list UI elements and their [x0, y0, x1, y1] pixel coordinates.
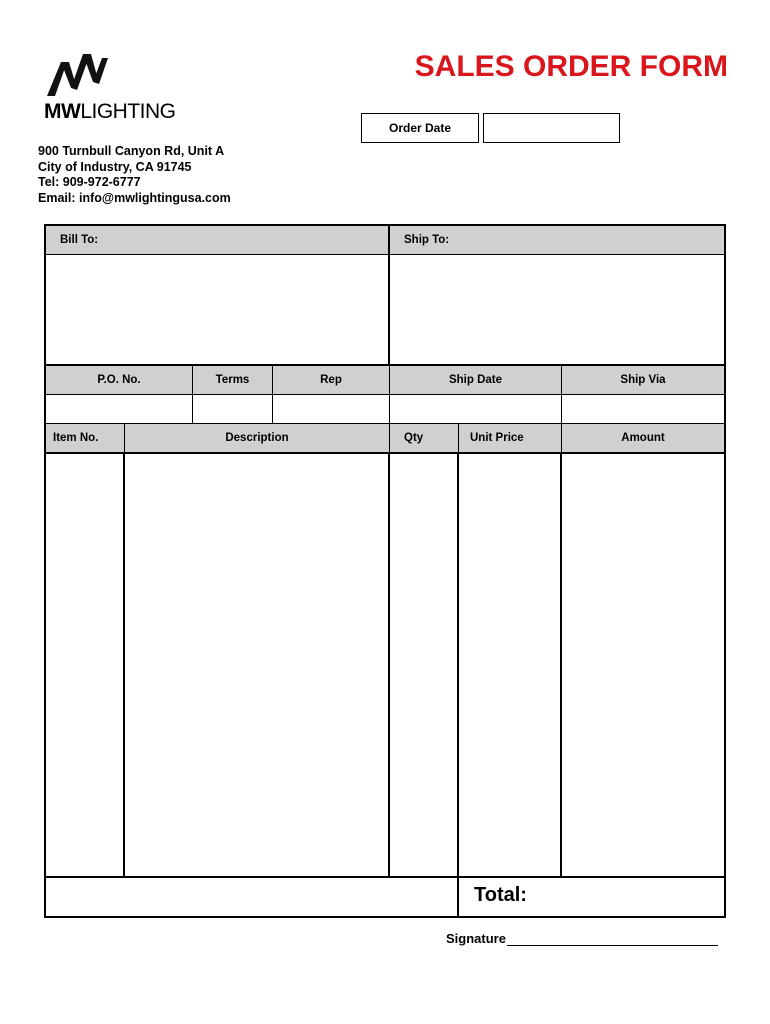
order-date-field[interactable]: [483, 113, 620, 143]
total-field[interactable]: [540, 878, 724, 916]
item-no-header: Item No.: [45, 423, 125, 453]
unit-price-header: Unit Price: [458, 423, 562, 453]
qty-header: Qty: [389, 423, 459, 453]
po-no-header: P.O. No.: [45, 365, 193, 395]
order-date-label: Order Date: [361, 113, 479, 143]
bill-to-header: Bill To:: [45, 225, 389, 255]
divider-line: [388, 452, 390, 877]
ship-date-field[interactable]: [389, 394, 562, 424]
divider-line: [560, 452, 562, 877]
company-address: [38, 144, 231, 206]
description-header: Description: [124, 423, 390, 453]
address-line-1: 900 Turnbull Canyon Rd, Unit A: [38, 144, 225, 158]
ship-to-header: Ship To:: [389, 225, 725, 255]
total-label: Total:: [474, 884, 527, 906]
ship-to-field[interactable]: [389, 254, 725, 365]
bill-to-field[interactable]: [45, 254, 389, 365]
unit-price-column[interactable]: [458, 452, 562, 877]
address-line-2: City of Industry, CA 91745: [38, 159, 192, 174]
rep-field[interactable]: [272, 394, 390, 424]
company-logo: [44, 50, 184, 125]
amount-column[interactable]: [561, 452, 725, 877]
terms-header: Terms: [192, 365, 273, 395]
logo-light-text: LIGHTING: [80, 100, 176, 123]
signature-block: [446, 931, 718, 946]
ship-via-header: Ship Via: [561, 365, 725, 395]
logo-wordmark: [44, 100, 176, 124]
company-email: Email: info@mwlightingusa.com: [38, 190, 231, 205]
divider-line: [44, 452, 726, 454]
company-tel: Tel: 909-972-6777: [38, 175, 141, 189]
total-left-area: [45, 877, 459, 917]
item-no-column[interactable]: [45, 452, 125, 877]
po-no-field[interactable]: [45, 394, 193, 424]
rep-header: Rep: [272, 365, 390, 395]
amount-header: Amount: [561, 423, 725, 453]
signature-line[interactable]: [507, 932, 718, 946]
logo-bold-text: MW: [44, 100, 81, 123]
ship-date-header: Ship Date: [389, 365, 562, 395]
terms-field[interactable]: [192, 394, 273, 424]
description-column[interactable]: [124, 452, 390, 877]
signature-label: Signature: [446, 931, 506, 946]
mw-logo-icon: [47, 50, 109, 98]
ship-via-field[interactable]: [561, 394, 725, 424]
form-title: SALES ORDER FORM: [414, 50, 728, 83]
qty-column[interactable]: [389, 452, 459, 877]
divider-line: [457, 452, 459, 877]
divider-line: [123, 452, 125, 877]
